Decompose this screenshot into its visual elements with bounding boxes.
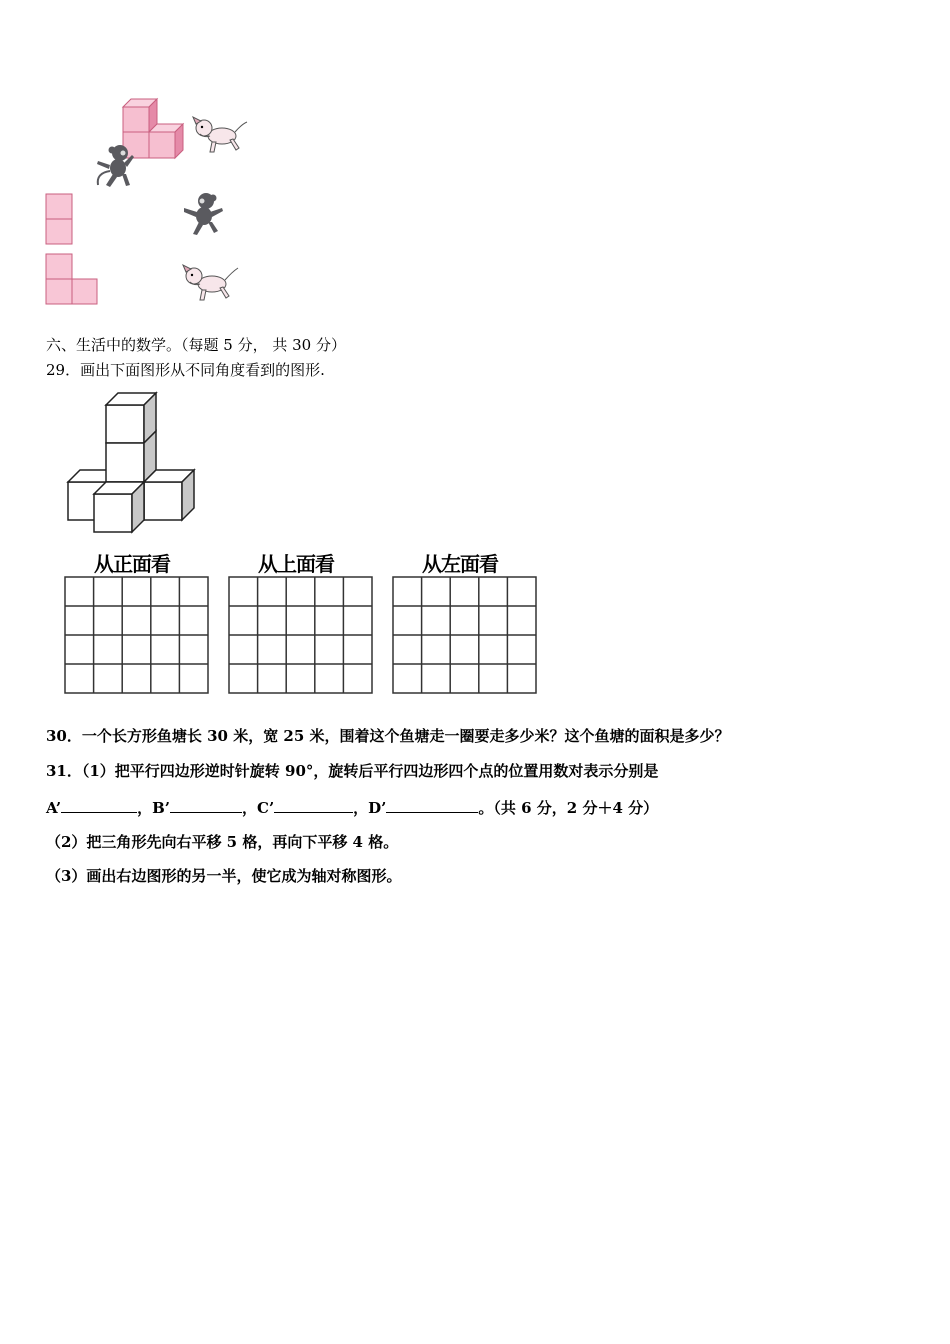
q31-line4: （3）画出右边图形的另一半，使它成为轴对称图形。 (46, 867, 402, 885)
a-prime-label: A’ (46, 799, 62, 817)
q31-score-note: 。（共 6 分，2 分＋4 分） (478, 799, 659, 817)
q31-line1: 31．（1）把平行四边形逆时针旋转 90°，旋转后平行四边形四个点的位置用数对表示分别是 (46, 762, 659, 780)
b-prime-label: ，B’ (137, 799, 170, 817)
front-view-grid[interactable] (65, 577, 208, 693)
c-prime-label: ，C’ (242, 799, 275, 817)
d-prime-blank[interactable] (386, 798, 478, 813)
view-label-top: 从上面看 (258, 552, 334, 576)
top-view-grid[interactable] (229, 577, 372, 693)
section-6-heading: 六、生活中的数学。（每题 5 分， 共 30 分） (46, 336, 346, 354)
q31-line3: （2）把三角形先向右平移 5 格，再向下平移 4 格。 (46, 833, 399, 851)
d-prime-label: ，D’ (353, 799, 387, 817)
q29-text: 29．画出下面图形从不同角度看到的图形. (46, 361, 325, 379)
q31-answer-line (46, 798, 658, 817)
b-prime-blank[interactable] (170, 798, 242, 813)
view-label-left: 从左面看 (422, 552, 498, 576)
a-prime-blank[interactable] (61, 798, 137, 813)
c-prime-blank[interactable] (274, 798, 353, 813)
left-view-grid[interactable] (393, 577, 536, 693)
view-label-front: 从正面看 (94, 552, 170, 576)
q30-text: 30．一个长方形鱼塘长 30 米，宽 25 米，围着这个鱼塘走一圈要走多少米？这个鱼塘的面积是多少？ (46, 727, 730, 745)
